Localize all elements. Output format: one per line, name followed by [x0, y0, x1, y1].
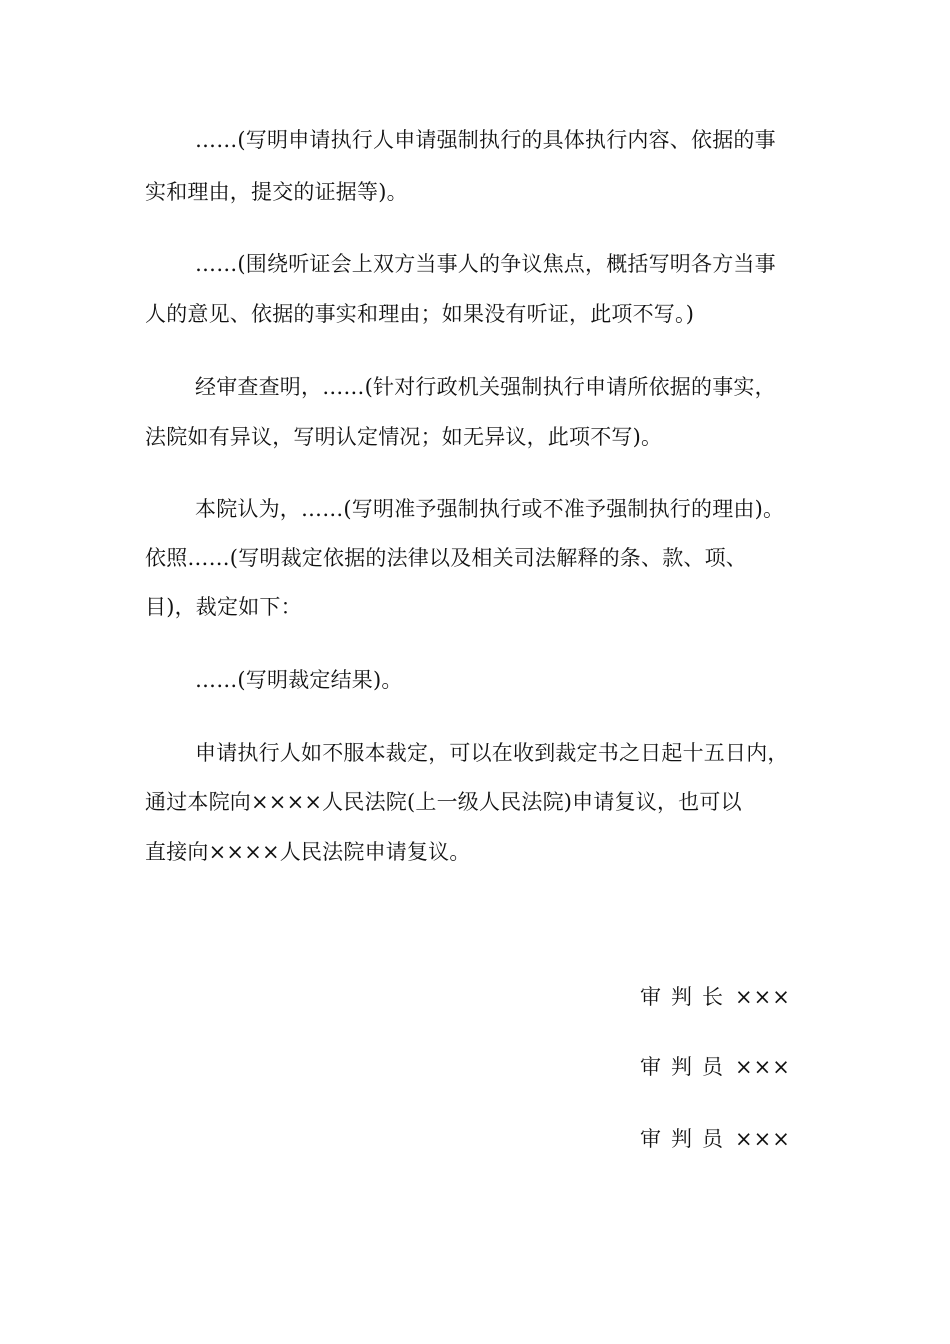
signature-name: ×××: [735, 1055, 791, 1079]
paragraph-line: 法院如有异议，写明认定情况；如无异议，此项不写)。: [145, 425, 663, 449]
paragraph-line: 经审查查明，……(针对行政机关强制执行申请所依据的事实，: [195, 375, 776, 399]
paragraph-line: ……(写明裁定结果)。: [195, 668, 403, 692]
signature-line: [640, 983, 791, 1011]
signature-role: 审判员: [640, 1055, 733, 1079]
paragraph-line: 本院认为，……(写明准予强制执行或不准予强制执行的理由)。: [195, 497, 785, 521]
paragraph-line: 通过本院向××××人民法院(上一级人民法院)申请复议，也可以: [145, 790, 742, 814]
signature-name: ×××: [735, 985, 791, 1009]
paragraph-line: ……(围绕听证会上双方当事人的争议焦点，概括写明各方当事: [195, 252, 776, 276]
paragraph-line: 实和理由，提交的证据等)。: [145, 180, 408, 204]
paragraph-line: ……(写明申请执行人申请强制执行的具体执行内容、依据的事: [195, 128, 776, 152]
paragraph-line: 人的意见、依据的事实和理由；如果没有听证，此项不写。): [145, 302, 695, 326]
paragraph-line: 申请执行人如不服本裁定，可以在收到裁定书之日起十五日内，: [195, 741, 789, 765]
paragraph-line: 依照……(写明裁定依据的法律以及相关司法解释的条、款、项、: [145, 546, 747, 570]
signature-line: [640, 1053, 791, 1081]
signature-role: 审判长: [640, 985, 733, 1009]
signature-name: ×××: [735, 1127, 791, 1151]
paragraph-line: 直接向××××人民法院申请复议。: [145, 840, 471, 864]
signature-role: 审判员: [640, 1127, 733, 1151]
signature-line: [640, 1125, 791, 1153]
paragraph-line: 目)，裁定如下：: [145, 595, 302, 619]
